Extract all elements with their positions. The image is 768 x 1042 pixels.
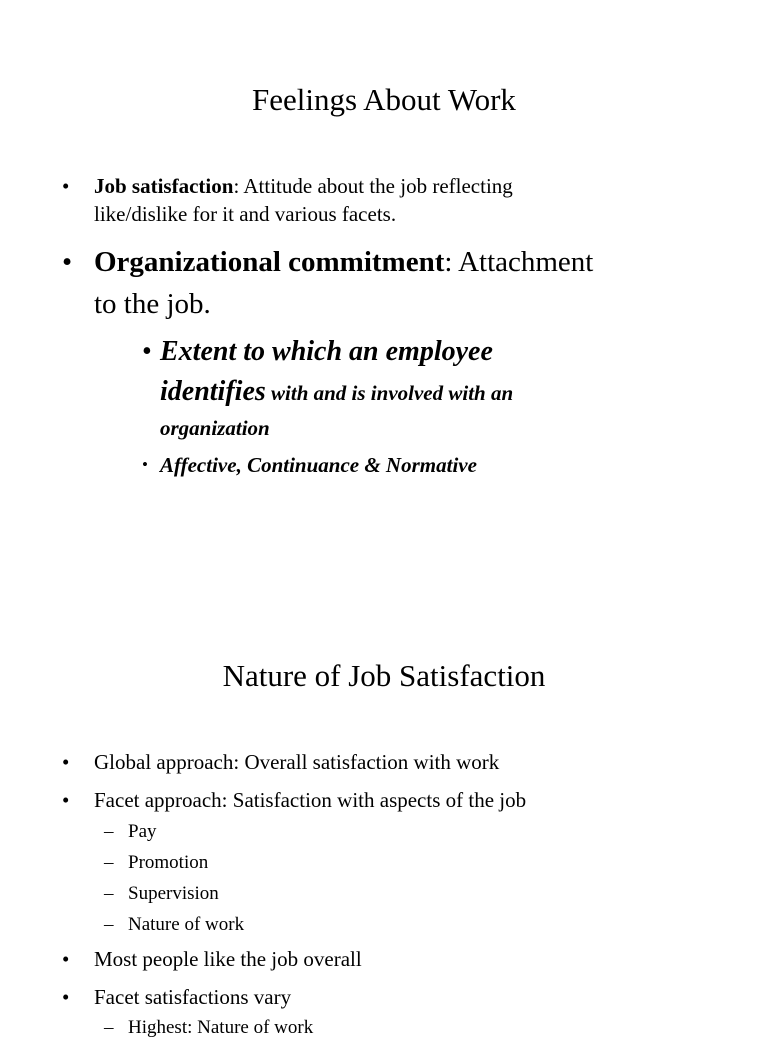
bullet-marker: • — [62, 985, 70, 1009]
bullet-marker: • — [62, 174, 70, 198]
bullet-text-line-2: to the job. — [94, 288, 211, 320]
sub-bullet-rest: with and is involved with an — [265, 381, 514, 405]
bullet-text: Most people like the job overall — [94, 947, 362, 971]
sub-bullet-line-2 — [160, 372, 513, 412]
facet-text: Pay — [128, 821, 157, 842]
bullet-text-line-2: like/dislike for it and various facets. — [94, 202, 397, 226]
term-job-satisfaction: Job satisfaction — [94, 174, 234, 198]
dash-marker: – — [104, 821, 114, 842]
bullet-marker: • — [142, 455, 148, 474]
facet-text: Nature of work — [128, 914, 245, 935]
dash-marker: – — [104, 914, 114, 935]
definition-text: : Attitude about the job reflecting — [233, 174, 513, 198]
bullet-marker: • — [62, 246, 73, 278]
facet-text: Highest: Nature of work — [128, 1017, 314, 1038]
dash-marker: – — [104, 1017, 114, 1038]
facet-text: Supervision — [128, 883, 219, 904]
dash-marker: – — [104, 883, 114, 904]
bullet-marker: • — [142, 336, 152, 367]
bullet-marker: • — [62, 947, 70, 971]
bullet-text: Global approach: Overall satisfaction with work — [94, 750, 500, 774]
term-organizational-commitment: Organizational commitment — [94, 246, 445, 278]
definition-text: : Attachment — [444, 246, 594, 278]
bullet-text: Facet approach: Satisfaction with aspects of the job — [94, 788, 527, 812]
dash-marker: – — [104, 852, 114, 873]
bullet-marker: • — [62, 788, 70, 812]
bullet-text-line-1 — [94, 242, 593, 282]
sub-bullet-text: Affective, Continuance & Normative — [160, 453, 477, 477]
slide-title: Nature of Job Satisfaction — [222, 658, 546, 693]
sub-bullet-line-3: organization — [160, 416, 270, 440]
emphasis-identifies: identifies — [160, 376, 266, 407]
bullet-text-line-1 — [94, 172, 513, 200]
slide-title: Feelings About Work — [252, 82, 516, 117]
bullet-marker: • — [62, 750, 70, 774]
bullet-text: Facet satisfactions vary — [94, 985, 292, 1009]
facet-text: Promotion — [128, 852, 209, 873]
sub-bullet-line-1: Extent to which an employee — [160, 336, 493, 367]
